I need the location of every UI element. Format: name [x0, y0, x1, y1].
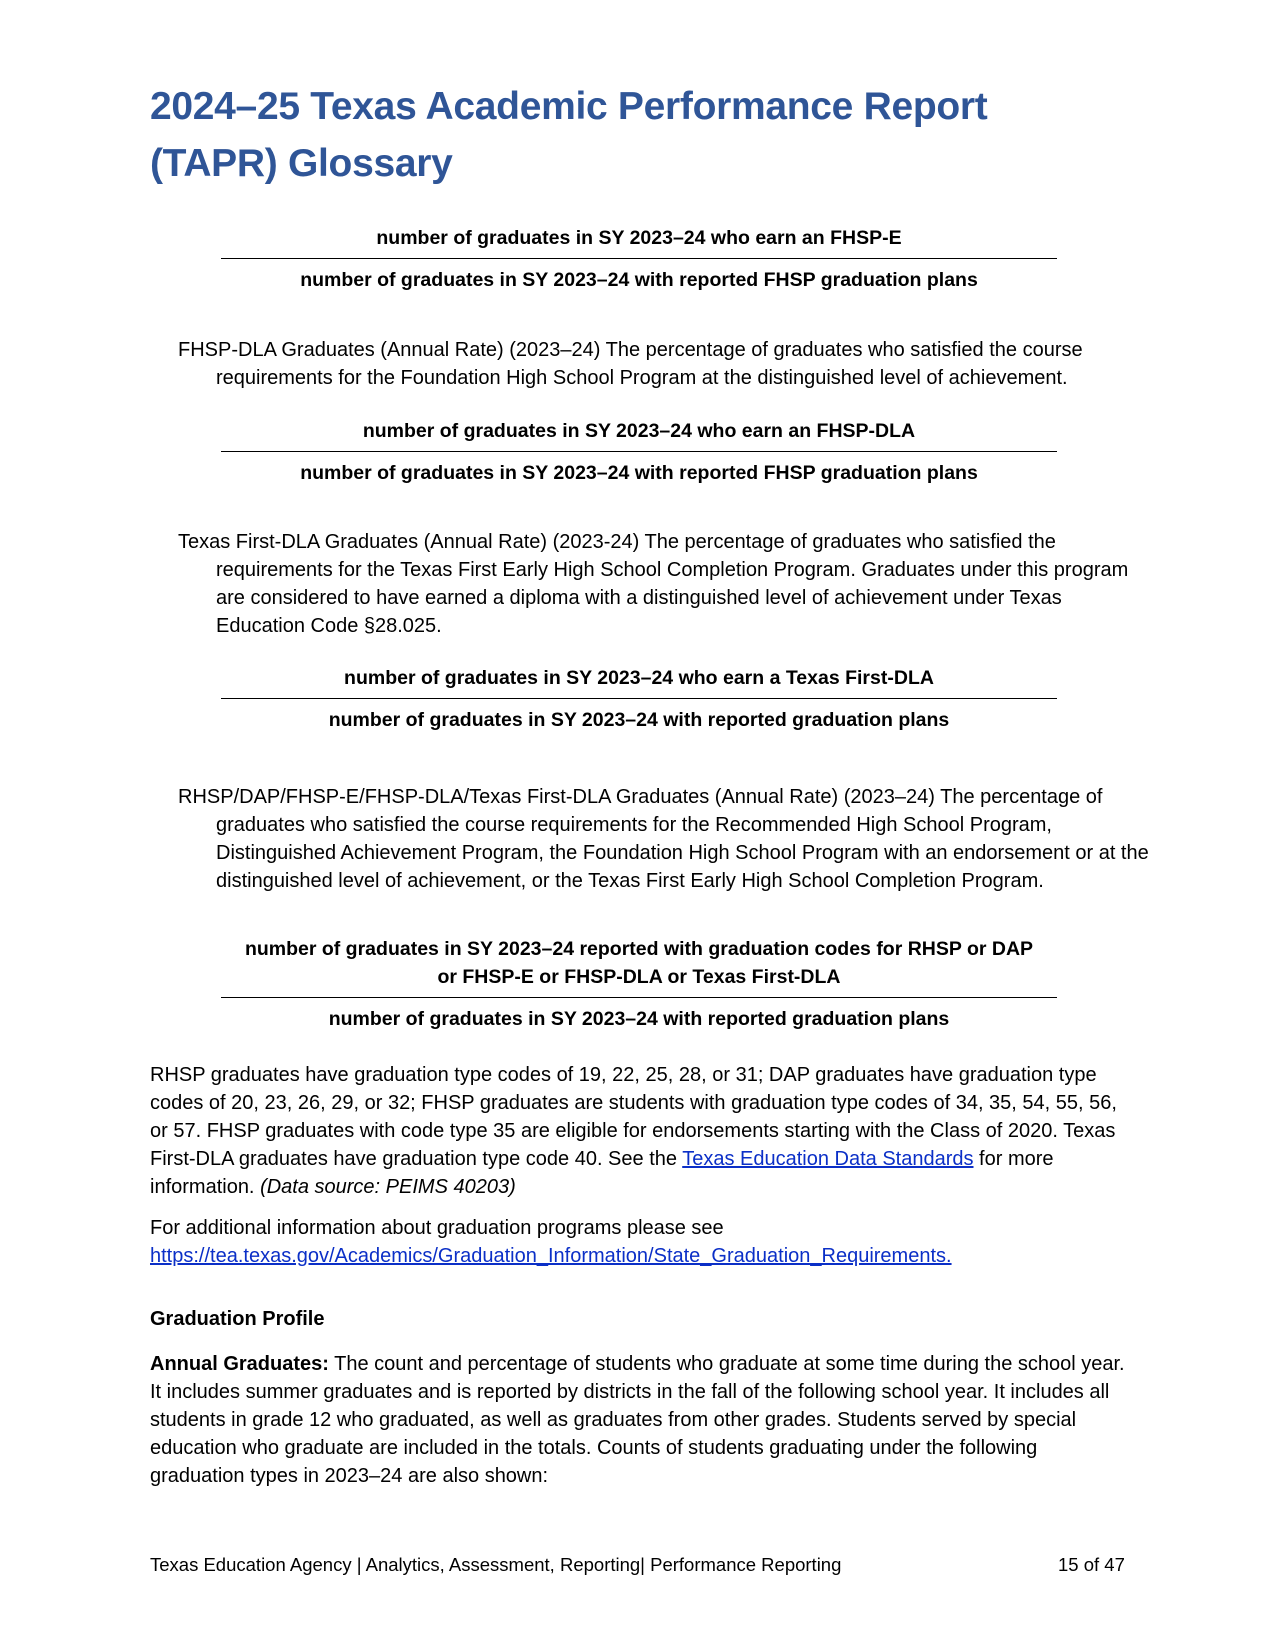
- title-line-1: 2024–25 Texas Academic Performance Report: [150, 85, 988, 128]
- formula-denominator: number of graduates in SY 2023–24 with reported FHSP graduation plans: [300, 269, 978, 291]
- codes-text: RHSP graduates have graduation type codes of 19, 22, 25, 28, or 31; DAP graduates have graduation type codes of 20, 23, 26, 29, or 32; FHSP graduates are students with graduation type codes of 34, 35, 54, 55, 56, or 57. FHSP graduates with code type 35 are eligible for endorsements starting with the Class of 2020. Texas First-DLA graduates have graduation type code 40. See the: [150, 1064, 1117, 1170]
- section-heading: Graduation Profile: [150, 1308, 325, 1330]
- texas-education-data-standards-link[interactable]: Texas Education Data Standards: [682, 1148, 974, 1170]
- formula-texas-first-dla: [221, 664, 1057, 734]
- formula-numerator: number of graduates in SY 2023–24 who earn a Texas First-DLA: [344, 667, 934, 689]
- annual-graduates-text: The count and percentage of students who graduate at some time during the school year. It includes summer graduates and is reported by districts in the fall of the following school year. It includes all students in grade 12 who graduated, as well as graduates from other grades. Students served by special education who graduate are included in the totals. Counts of students graduating under the following graduation types in 2023–24 are also shown:: [150, 1353, 1125, 1487]
- definition-rhsp-dap: RHSP/DAP/FHSP-E/FHSP-DLA/Texas First-DLA Graduates (Annual Rate) (2023–24) The percentage of graduates who satisfied the course requirements for the Recommended High School Program, Distinguished Achievement Program, the Foundation High School Program with an endorsement or at the distinguished level of achievement, or the Texas First Early High School Completion Program.: [178, 786, 1149, 892]
- formula-fhsp-dla: [221, 417, 1057, 487]
- annual-graduates-term: Annual Graduates:: [150, 1353, 329, 1375]
- formula-denominator: number of graduates in SY 2023–24 with reported graduation plans: [328, 709, 950, 731]
- formula-denominator: number of graduates in SY 2023–24 with reported FHSP graduation plans: [300, 462, 978, 484]
- page-title: [150, 78, 987, 192]
- formula-fhsp-e: [221, 224, 1057, 294]
- footer-page-number: 15 of 47: [1058, 1554, 1125, 1575]
- fraction-bar: [221, 997, 1057, 998]
- data-source-note: (Data source: PEIMS 40203): [260, 1176, 516, 1198]
- formula-rhsp-dap: [221, 935, 1057, 1033]
- fraction-bar: [221, 258, 1057, 259]
- graduation-requirements-link[interactable]: https://tea.texas.gov/Academics/Graduation_Information/State_Graduation_Requirements.: [150, 1245, 952, 1267]
- definition-fhsp-dla: FHSP-DLA Graduates (Annual Rate) (2023–24) The percentage of graduates who satisfied the course requirements for the Foundation High School Program at the distinguished level of achievement.: [178, 339, 1083, 389]
- formula-numerator-line-2: or FHSP-E or FHSP-DLA or Texas First-DLA: [437, 966, 841, 988]
- graduation-codes-paragraph: [150, 1061, 1130, 1201]
- formula-denominator: number of graduates in SY 2023–24 with reported graduation plans: [328, 1008, 950, 1030]
- additional-info-paragraph: [150, 1214, 1130, 1270]
- fraction-bar: [221, 698, 1057, 699]
- formula-numerator: number of graduates in SY 2023–24 who earn an FHSP-E: [376, 227, 902, 249]
- additional-info-text: For additional information about graduation programs please see: [150, 1217, 724, 1239]
- definition-texas-first-dla: Texas First-DLA Graduates (Annual Rate) (2023-24) The percentage of graduates who satisfied the requirements for the Texas First Early High School Completion Program. Graduates under this program are considered to have earned a diploma with a distinguished level of achievement under Texas Education Code §28.025.: [178, 531, 1129, 637]
- codes-text-after: for more information.: [150, 1148, 1054, 1198]
- fraction-bar: [221, 451, 1057, 452]
- footer-agency: Texas Education Agency | Analytics, Assessment, Reporting| Performance Reporting: [150, 1554, 842, 1575]
- formula-numerator-line-1: number of graduates in SY 2023–24 reported with graduation codes for RHSP or DAP: [244, 938, 1034, 960]
- annual-graduates-paragraph: [150, 1350, 1130, 1490]
- formula-numerator: number of graduates in SY 2023–24 who earn an FHSP-DLA: [362, 420, 916, 442]
- title-line-2: (TAPR) Glossary: [150, 142, 453, 185]
